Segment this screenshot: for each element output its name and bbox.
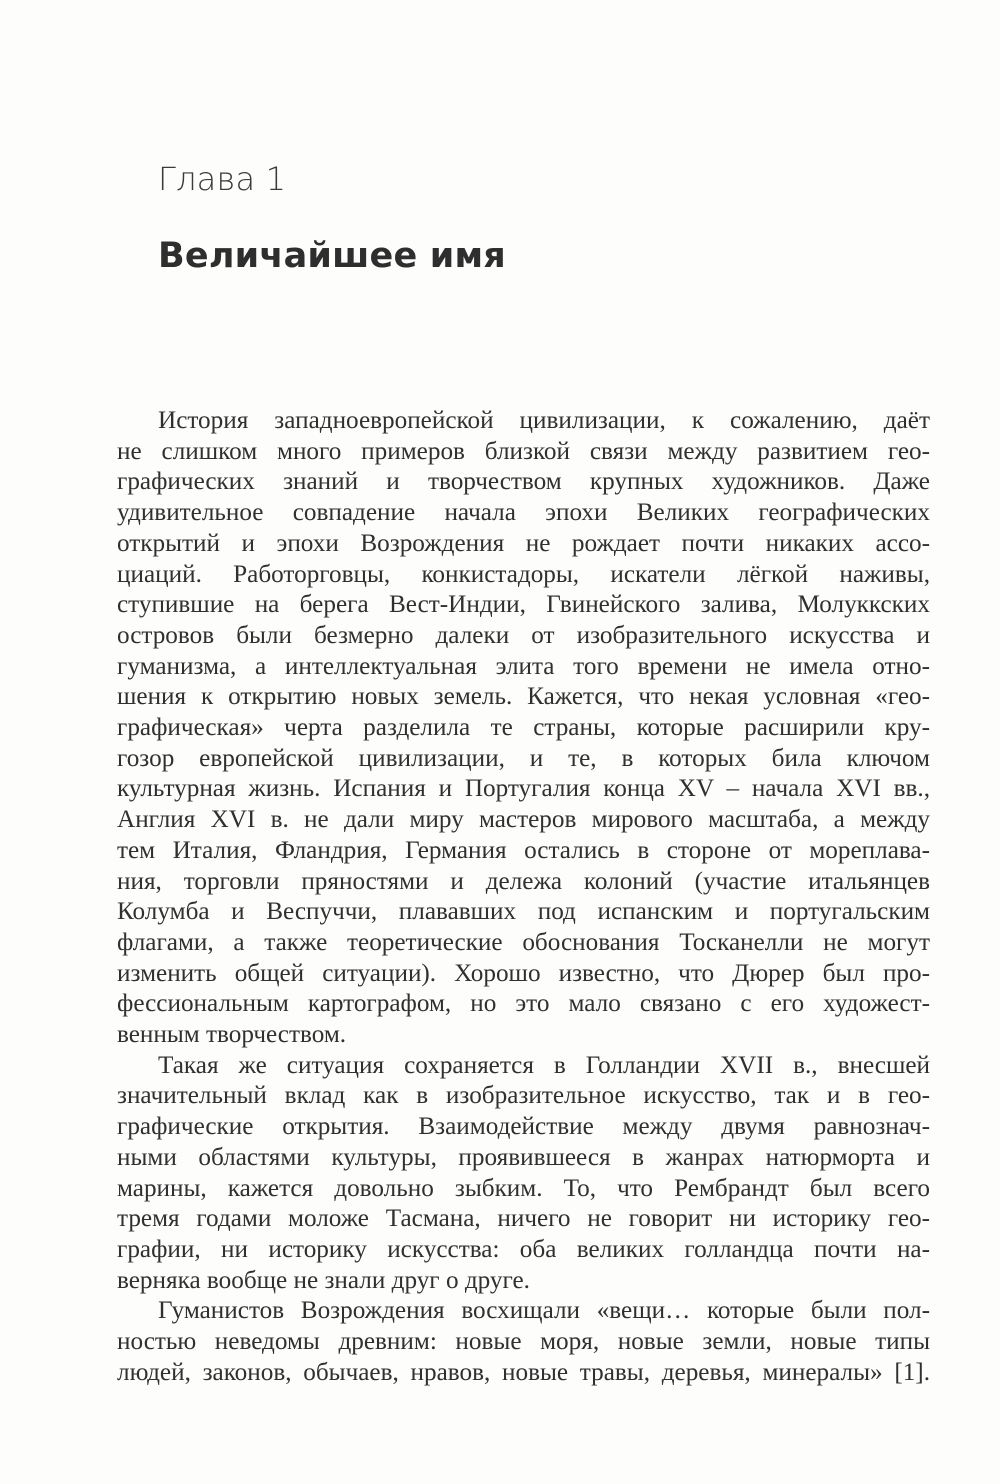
- text-line: значительный вклад как в изобразительное искусство, так и в гео-: [117, 1082, 930, 1110]
- text-line: Англия XVI в. не дали миру мастеров мирового масштаба, а между: [117, 806, 930, 834]
- text-line: ния, торговли пряностями и дележа колоний (участие итальянцев: [117, 867, 930, 895]
- text-line: флагами, а также теоретические обоснования Тосканелли не могут: [117, 928, 930, 956]
- text-line: циаций. Работорговцы, конкистадоры, искатели лёгкой наживы,: [117, 560, 930, 588]
- text-line: ступившие на берега Вест-Индии, Гвинейского залива, Молуккских: [117, 591, 930, 619]
- text-line: удивительное совпадение начала эпохи Великих географических: [117, 499, 930, 527]
- text-line: венным творчеством.: [117, 1021, 347, 1049]
- text-line: тремя годами моложе Тасмана, ничего не говорит ни историку гео-: [117, 1205, 930, 1233]
- text-line: ными областями культуры, проявившееся в жанрах натюрморта и: [117, 1143, 930, 1171]
- text-line: ностью неведомы древним: новые моря, новые земли, новые типы: [117, 1328, 930, 1356]
- text-line: Такая же ситуация сохраняется в Голландии XVII в., внесшей: [158, 1051, 930, 1079]
- text-line: графических знаний и творчеством крупных художников. Даже: [117, 468, 930, 496]
- text-line: графическая» черта разделила те страны, которые расширили кру-: [117, 714, 930, 742]
- text-line: История западноевропейской цивилизации, к сожалению, даёт: [158, 407, 930, 434]
- chapter-title: Величайшее имя: [158, 236, 506, 276]
- text-line: культурная жизнь. Испания и Португалия конца XV – начала XVI вв.,: [117, 775, 930, 803]
- text-line: гозор европейской цивилизации, и те, в которых била ключом: [117, 744, 930, 772]
- chapter-body: [117, 406, 930, 1389]
- text-line: Колумба и Веспуччи, плававших под испанским и португальским: [117, 898, 930, 926]
- text-line: не слишком много примеров близкой связи между развитием гео-: [117, 437, 930, 465]
- text-line: графические открытия. Взаимодействие между двумя равнознач-: [117, 1113, 930, 1141]
- text-line: графии, ни историку искусства: оба великих голландца почти на-: [117, 1235, 930, 1263]
- chapter-number: Глава 1: [158, 160, 287, 198]
- text-line: открытий и эпохи Возрождения не рождает почти никаких ассо-: [117, 529, 930, 557]
- text-line: марины, кажется довольно зыбким. То, что Рембрандт был всего: [117, 1174, 930, 1202]
- text-line: гуманизма, а интеллектуальная элита того времени не имела отно-: [117, 652, 930, 680]
- text-line: людей, законов, обычаев, нравов, новые травы, деревья, минералы» [1].: [117, 1358, 930, 1386]
- text-line: островов были безмерно далеки от изобразительного искусства и: [117, 621, 930, 649]
- text-line: фессиональным картографом, но это мало связано с его художест-: [117, 990, 930, 1018]
- paragraph-2: [117, 1051, 930, 1297]
- text-line: тем Италия, Фландрия, Германия остались в стороне от мореплава-: [117, 836, 930, 864]
- paragraph-3: [117, 1296, 930, 1388]
- text-line: Гуманистов Возрождения восхищали «вещи… которые были пол-: [158, 1297, 930, 1325]
- text-line: изменить общей ситуации). Хорошо известно, что Дюрер был про-: [117, 959, 930, 987]
- text-line: шения к открытию новых земель. Кажется, что некая условная «гео-: [117, 683, 930, 711]
- text-line: верняка вообще не знали друг о друге.: [117, 1266, 530, 1294]
- paragraph-1: [117, 406, 930, 1051]
